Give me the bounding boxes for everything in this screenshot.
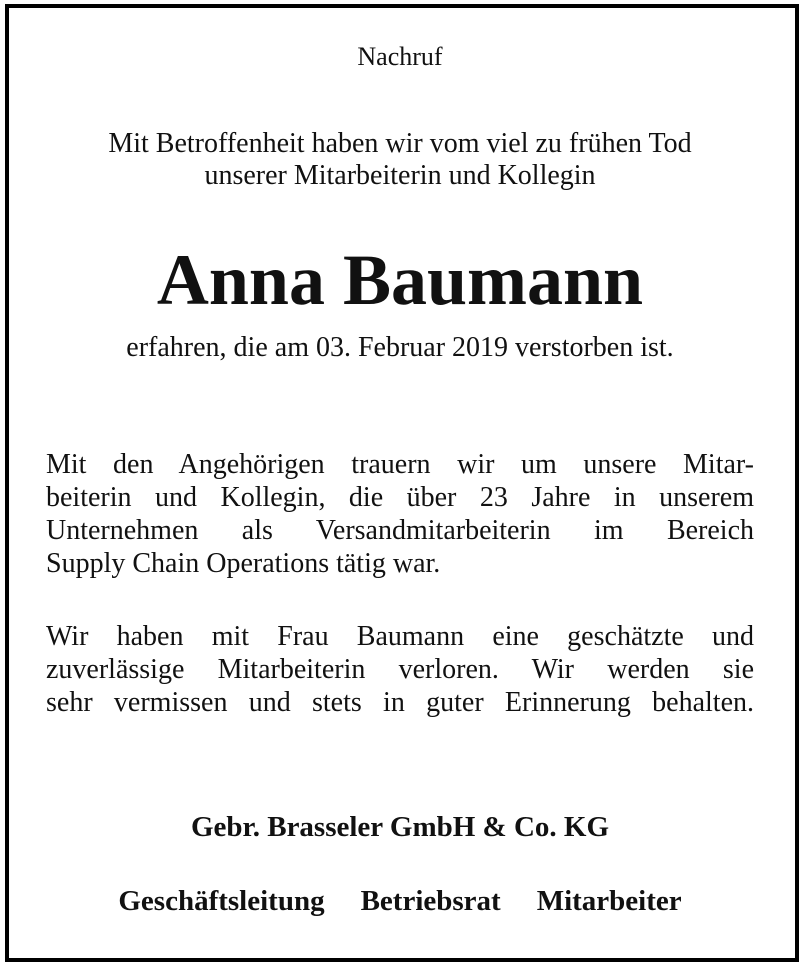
paragraph-line: beiterin und Kollegin, die über 23 Jahre in unserem	[46, 482, 754, 513]
signer-employees: Mitarbeiter	[536, 885, 682, 917]
intro-line: unserer Mitarbeiterin und Kollegin	[204, 160, 596, 191]
deceased-name: Anna Baumann	[156, 240, 644, 320]
condolence-paragraph	[46, 448, 754, 580]
paragraph-line: Mit den Angehörigen trauern wir um unsere Mitar-	[46, 449, 754, 480]
paragraph-line: sehr vermissen und stets in guter Erinnerung behalten.	[46, 687, 754, 718]
signer-management: Geschäftsleitung	[118, 885, 325, 917]
date-of-death-line: erfahren, die am 03. Februar 2019 verstorben ist.	[126, 332, 674, 363]
signer-works-council: Betriebsrat	[360, 885, 501, 917]
remembrance-paragraph	[46, 620, 754, 719]
signers-row	[0, 884, 800, 918]
paragraph-line: zuverlässige Mitarbeiterin verloren. Wir werden sie	[46, 654, 754, 685]
intro-line: Mit Betroffenheit haben wir vom viel zu frühen Tod	[108, 128, 692, 159]
paragraph-line: Unternehmen als Versandmitarbeiterin im Bereich	[46, 515, 754, 546]
notice-title: Nachruf	[357, 42, 443, 71]
paragraph-line: Wir haben mit Frau Baumann eine geschätzte und	[46, 621, 754, 652]
intro-text	[0, 128, 800, 192]
paragraph-line: Supply Chain Operations tätig war.	[46, 548, 441, 579]
company-name: Gebr. Brasseler GmbH & Co. KG	[190, 811, 610, 843]
